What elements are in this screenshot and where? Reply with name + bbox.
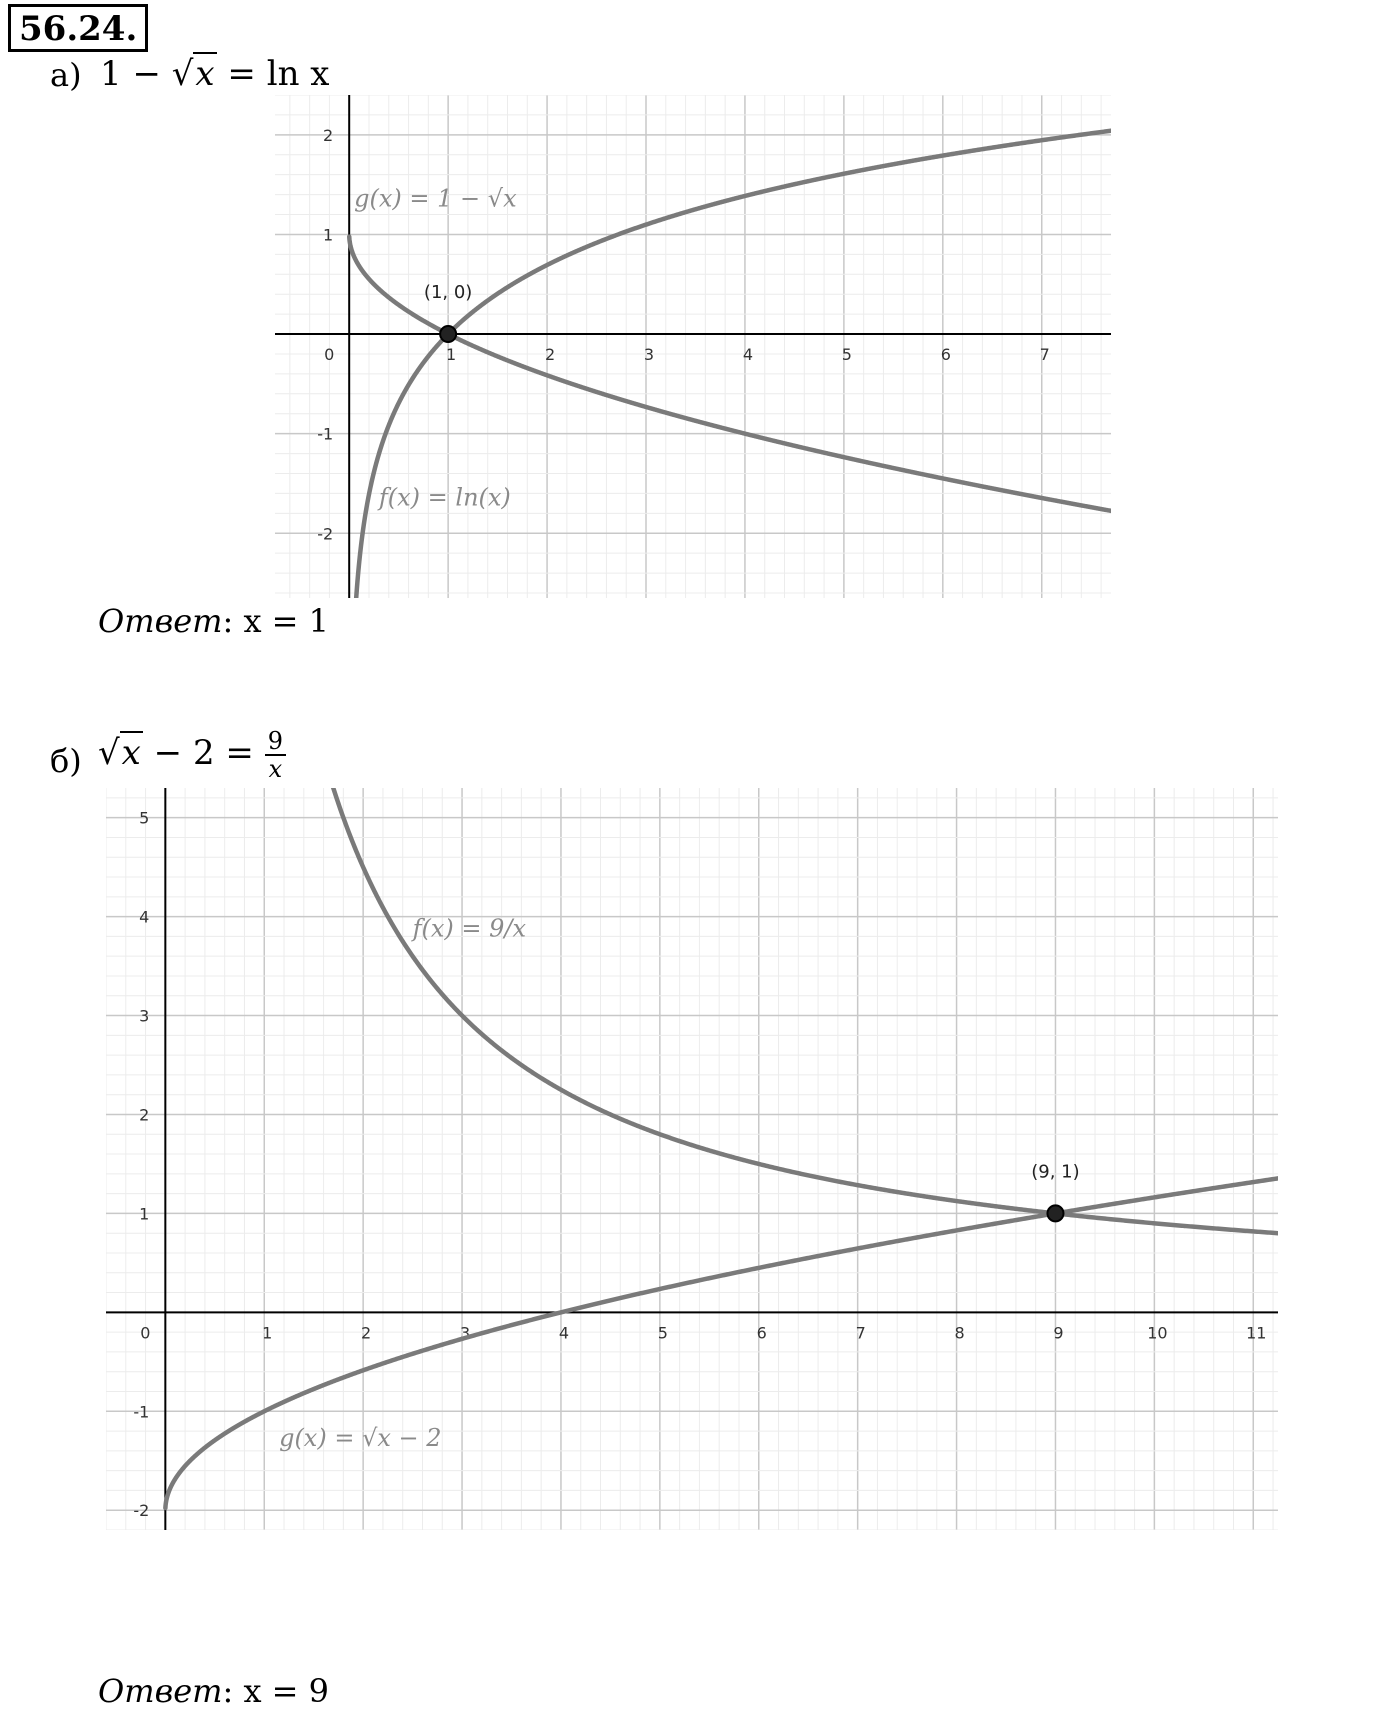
sqrt-sign: √ bbox=[98, 733, 120, 773]
x-tick-label: 6 bbox=[940, 345, 951, 365]
y-tick-label: 1 bbox=[139, 1204, 150, 1224]
problem-number: 56.24. bbox=[8, 4, 148, 52]
y-tick-label: 2 bbox=[323, 125, 334, 145]
intersection-label: (9, 1) bbox=[1031, 1161, 1080, 1183]
part-a-eq-lhs: 1 − bbox=[100, 54, 172, 94]
y-tick-label: -1 bbox=[133, 1402, 150, 1422]
x-tick-label: 7 bbox=[855, 1323, 866, 1343]
intersection-point bbox=[1047, 1205, 1063, 1221]
part-a-label: а) bbox=[50, 56, 82, 94]
part-b-answer-value: : x = 9 bbox=[222, 1672, 329, 1710]
part-b-eq-lhs-rest: − 2 = bbox=[142, 733, 265, 773]
y-tick-label: 4 bbox=[139, 907, 150, 927]
x-tick-label: 2 bbox=[361, 1323, 372, 1343]
series-label: g(x) = √x − 2 bbox=[279, 1423, 442, 1452]
y-tick-label: -1 bbox=[317, 424, 334, 444]
part-b-eq-numerator: 9 bbox=[265, 728, 286, 756]
grid bbox=[106, 788, 1278, 1530]
x-tick-label: 7 bbox=[1039, 345, 1050, 365]
intersection-point bbox=[440, 326, 456, 342]
series-label: g(x) = 1 − √x bbox=[354, 184, 517, 213]
x-tick-label: 4 bbox=[558, 1323, 570, 1343]
x-tick-label: 2 bbox=[544, 345, 556, 365]
x-tick-label: 10 bbox=[1147, 1323, 1168, 1343]
part-b-answer bbox=[98, 1672, 329, 1710]
chart-b bbox=[106, 788, 1278, 1530]
part-b-eq-denominator: x bbox=[268, 755, 283, 783]
x-tick-label: 0 bbox=[140, 1323, 151, 1343]
series-line-sqrt_minus_two bbox=[165, 1178, 1278, 1508]
part-a-eq-radicand: x bbox=[195, 54, 215, 94]
x-tick-label: 5 bbox=[841, 345, 852, 365]
part-a-answer-word: Ответ bbox=[98, 602, 223, 640]
series-label: f(x) = 9/x bbox=[412, 914, 527, 943]
intersection-label: (1, 0) bbox=[423, 282, 473, 304]
sqrt-sign: √ bbox=[171, 54, 194, 94]
x-tick-label: 6 bbox=[756, 1323, 767, 1343]
x-tick-label: 5 bbox=[657, 1323, 668, 1343]
y-tick-label: 3 bbox=[139, 1006, 150, 1026]
x-tick-label: 1 bbox=[262, 1323, 273, 1343]
part-a-answer-value: : x = 1 bbox=[222, 602, 329, 640]
part-a-answer bbox=[98, 602, 329, 640]
part-b-equation bbox=[98, 728, 286, 782]
x-tick-label: 4 bbox=[742, 345, 754, 365]
x-tick-label: 3 bbox=[643, 345, 655, 365]
y-tick-label: -2 bbox=[133, 1501, 150, 1521]
part-b-eq-fraction bbox=[265, 728, 286, 782]
y-tick-label: 2 bbox=[139, 1105, 150, 1125]
part-a-eq-rhs: = ln x bbox=[216, 54, 330, 94]
part-b-eq-radicand: x bbox=[121, 733, 141, 773]
x-tick-label: 3 bbox=[459, 1323, 471, 1343]
chart-a bbox=[275, 95, 1111, 598]
part-b-answer-word: Ответ bbox=[98, 1672, 223, 1710]
x-tick-label: 11 bbox=[1246, 1323, 1267, 1343]
grid bbox=[275, 95, 1111, 598]
x-tick-label: 9 bbox=[1053, 1323, 1064, 1343]
series-label: f(x) = ln(x) bbox=[378, 483, 511, 512]
y-tick-label: 1 bbox=[323, 225, 334, 245]
part-b-label: б) bbox=[50, 742, 82, 780]
y-tick-label: 5 bbox=[139, 808, 150, 828]
x-tick-label: 1 bbox=[446, 345, 457, 365]
x-tick-label: 0 bbox=[324, 345, 335, 365]
part-a-equation bbox=[100, 54, 329, 94]
x-tick-label: 8 bbox=[954, 1323, 965, 1343]
series-line-nine_over_x bbox=[165, 788, 1278, 1233]
y-tick-label: -2 bbox=[317, 524, 334, 544]
